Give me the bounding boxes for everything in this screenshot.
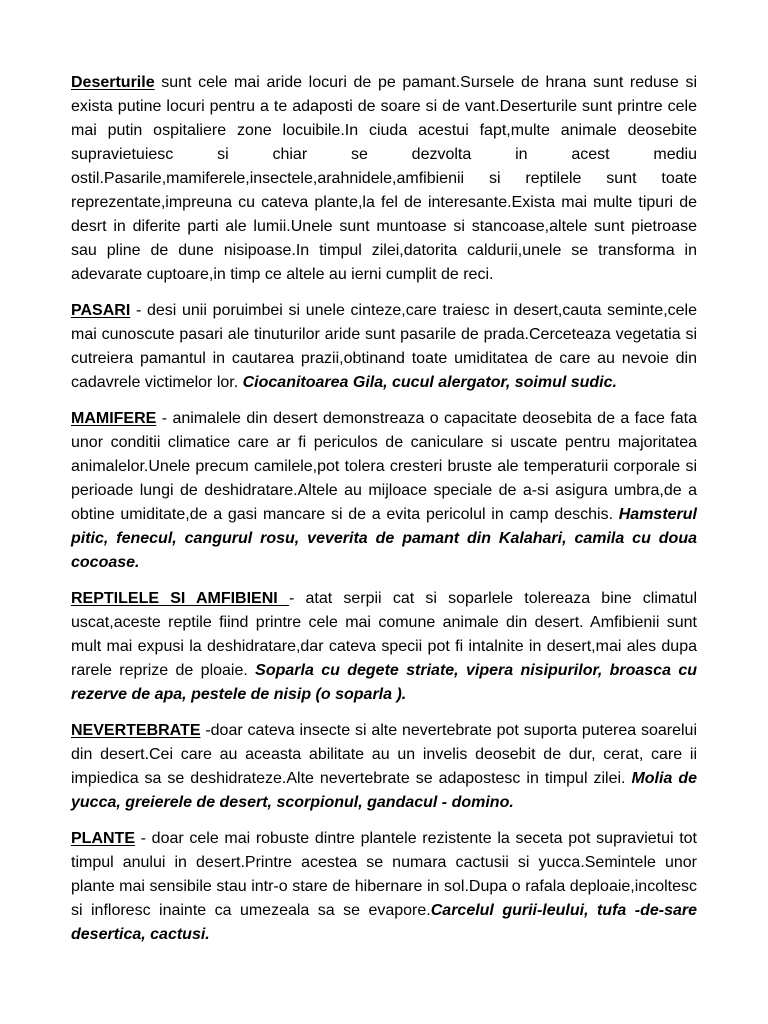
section-heading: MAMIFERE — [71, 410, 157, 427]
section-heading: PASARI — [71, 302, 131, 319]
species-list: Ciocanitoarea Gila, cucul alergator, soimul sudic. — [242, 374, 617, 391]
species-list: Soparla cu degete striate, vipera nisipurilor, broasca cu rezerve de apa, pestele de nisip (o soparla ). — [71, 662, 697, 703]
section-nevertebrate — [71, 719, 697, 815]
section-heading: PLANTE — [71, 830, 135, 847]
section-heading: NEVERTEBRATE — [71, 722, 201, 739]
section-reptile-amfibieni — [71, 587, 697, 707]
species-list: Hamsterul pitic, fenecul, cangurul rosu, veverita de pamant din Kalahari, camila cu doua cocoase. — [71, 506, 697, 571]
intro-text: sunt cele mai aride locuri de pe pamant.Sursele de hrana sunt reduse si exista putine locuri pentru a te adaposti de soare si de vant.Deserturile sunt printre cele mai putin ospitaliere zone locuibile.In ciuda acestui fapt,multe animale deosebite supravietuiesc si chiar se dezvolta in acest mediu ostil.Pasarile,mamiferele,insectele,arahnidele,amfibienii si reptilele sunt toate reprezentate,impreuna cu cateva plante,la fel de interesante.Exista mai multe tipuri de desrt in diferite parti ale lumii.Unele sunt muntoase si stancoase,altele sunt pietroase sau pline de dune nisipoase.In timpul zilei,datorita caldurii,unele se transforma in adevarate cuptoare,in timp ce altele au ierni cumplit de reci. — [71, 74, 697, 283]
section-text: - animalele din desert demonstreaza o capacitate deosebita de a face fata unor conditii climatice care ar fi periculos de caniculare si uscate pentru majoritatea animalelor.Unele precum camilele,pot tolera cresteri bruste ale temperaturii corporale si perioade lungi de deshidratare.Altele au mijloace speciale de a-si asigura umbra,de a obtine umiditate,de a gasi mancare si de a evita pericolul in camp deschis. — [71, 410, 697, 523]
section-text: -doar cateva insecte si alte nevertebrate pot suporta puterea soarelui din desert.Cei care au aceasta abilitate au un invelis deosebit de dur, cerat, care ii impiedica sa se deshidrateze.Alte nevertebrate se adapostesc in timpul zilei. — [71, 722, 697, 787]
species-list: Molia de yucca, greierele de desert, scorpionul, gandacul - domino. — [71, 770, 697, 811]
section-text: - doar cele mai robuste dintre plantele rezistente la seceta pot supravietui tot timpul anului in desert.Printre acestea se numara cactusii si yucca.Semintele unor plante mai sensibile stau intr-o stare de hibernare in sol.Dupa o rafala deploaie,incoltesc si infloresc inainte ca umezeala sa se evapore. — [71, 830, 697, 919]
section-heading: REPTILELE SI AMFIBIENI — [71, 590, 289, 607]
section-pasari — [71, 299, 697, 395]
intro-heading: Deserturile — [71, 74, 155, 91]
species-list: Carcelul gurii-leului, tufa -de-sare desertica, cactusi. — [71, 902, 698, 943]
section-text: - atat serpii cat si soparlele tolereaza bine climatul uscat,aceste reptile fiind printre cele mai comune animale din desert. Amfibienii sunt mult mai expusi la deshidratare,dar cateva specii pot fi intalnite in desert,mai ales dupa rarele reprize de ploaie. — [71, 590, 697, 679]
section-mamifere — [71, 407, 697, 575]
section-text: - desi unii poruimbei si unele cinteze,care traiesc in desert,cauta seminte,cele mai cunoscute pasari ale tinuturilor aride sunt pasarile de prada.Cerceteaza vegetatia si cutreiera pamantul in cautarea prazii,obtinand toate umiditatea de care au nevoie din cadavrele victimelor lor. — [71, 302, 697, 391]
paragraph-intro — [71, 71, 697, 287]
section-plante — [71, 827, 697, 947]
